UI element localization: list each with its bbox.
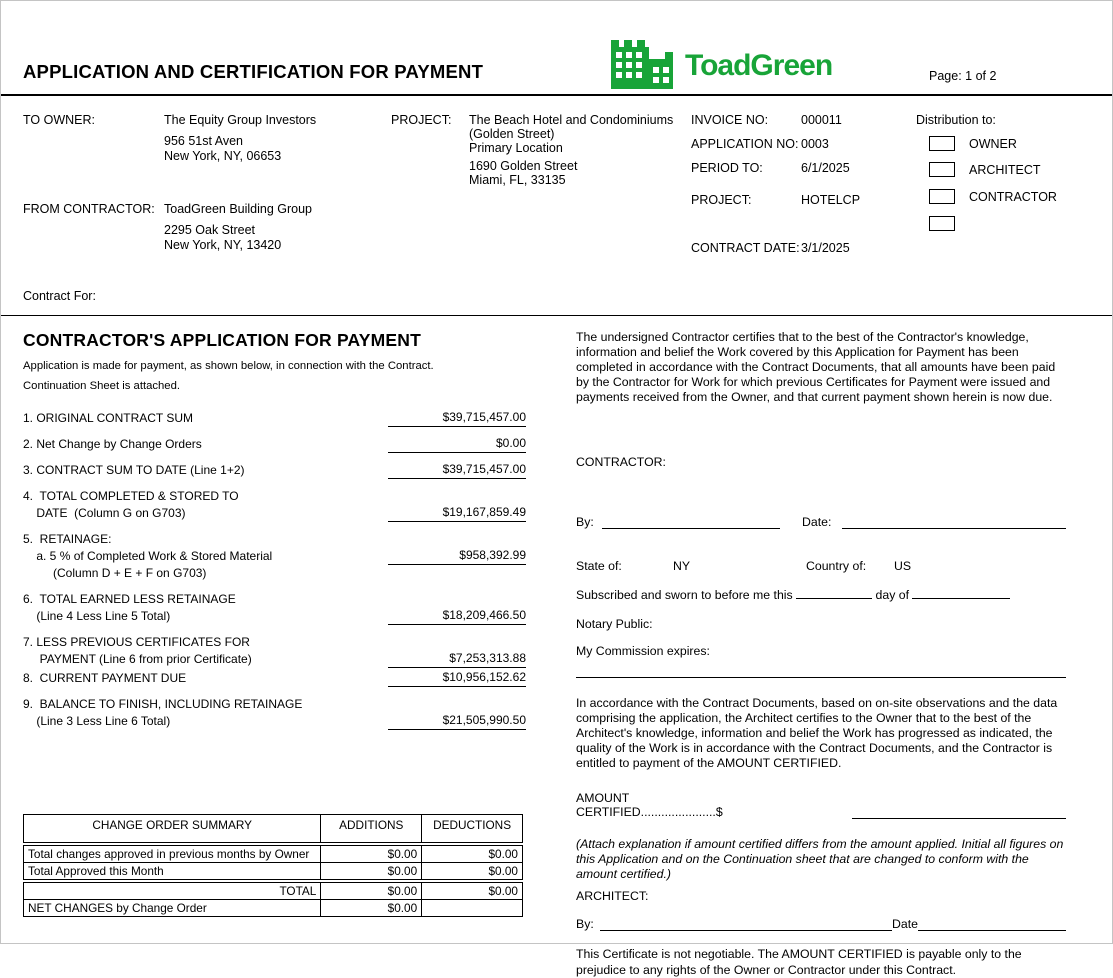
line-item-2 <box>23 436 526 453</box>
commission-expires-label: My Commission expires: <box>576 644 710 658</box>
contractor-by-date-row <box>576 515 1066 529</box>
line-item-8-label: 8. CURRENT PAYMENT DUE <box>23 671 187 685</box>
cos-row-2-deductions: $0.00 <box>422 863 523 880</box>
line-item-3-label: 3. CONTRACT SUM TO DATE (Line 1+2) <box>23 463 245 477</box>
not-negotiable-paragraph: This Certificate is not negotiable. The AMOUNT CERTIFIED is payable only to the prejudice to any rights of the Owner or Contractor under this Contract. <box>576 947 1022 977</box>
architect-date-signature-line <box>918 918 1066 931</box>
country-of-label: Country of: <box>806 559 867 573</box>
architect-by-date-row <box>576 917 1066 931</box>
line-item-8-amount: $10,956,152.62 <box>388 670 526 687</box>
cos-row-1-additions: $0.00 <box>321 846 422 863</box>
line-item-5-label-line1: 5. RETAINAGE: <box>23 532 112 546</box>
contractor-checkbox-label: CONTRACTOR <box>969 189 1057 204</box>
application-subtext-2: Continuation Sheet is attached. <box>23 380 181 392</box>
page-indicator: Page: 1 of 2 <box>929 69 997 83</box>
cos-row-2-label: Total Approved this Month <box>24 863 321 880</box>
architect-checkbox-label: ARCHITECT <box>969 162 1041 177</box>
distribution-option-contractor <box>929 189 1057 204</box>
country-value: US <box>894 559 912 573</box>
section-divider <box>576 677 1066 678</box>
contract-date-label: CONTRACT DATE: <box>691 241 800 255</box>
line-item-2-amount: $0.00 <box>388 436 526 453</box>
cos-header-additions: ADDITIONS <box>321 815 422 843</box>
state-country-row <box>576 559 1066 573</box>
project-address2: Miami, FL, 33135 <box>469 173 566 187</box>
line-item-1 <box>23 410 526 427</box>
invoice-no-label: INVOICE NO: <box>691 113 769 127</box>
by-signature-line <box>602 516 780 529</box>
owner-address1: 956 51st Aven <box>164 134 244 148</box>
owner-address2: New York, NY, 06653 <box>164 148 282 163</box>
line-item-7-label-line2: PAYMENT (Line 6 from prior Certificate) <box>23 652 252 666</box>
cos-row-previous-months <box>24 846 523 863</box>
contractor-address2: New York, NY, 13420 <box>164 237 282 252</box>
line-item-2-label: 2. Net Change by Change Orders <box>23 437 202 451</box>
amount-certified-row <box>576 791 1066 819</box>
line-item-9-amount: $21,505,990.50 <box>388 713 526 730</box>
line-item-3 <box>23 462 526 479</box>
owner-name: The Equity Group Investors <box>164 113 317 127</box>
line-item-9-label-line1: 9. BALANCE TO FINISH, INCLUDING RETAINAGE <box>23 697 303 711</box>
payment-line-items <box>23 410 526 730</box>
cos-total-label: TOTAL <box>24 883 321 900</box>
contractor-certification-paragraph: The undersigned Contractor certifies that to the best of the Contractor's knowledge, information and belief the Work covered by this Application for Payment has been completed in accordance with the Contract Documents, that all amounts have been paid by the Contractor for Work for which previous Certificates for Payment were issued and payments received from the Owner, and that current payment shown herein is now due. <box>576 330 1056 404</box>
by-label: By: <box>576 515 594 529</box>
cos-row-1-label: Total changes approved in previous months by Owner <box>24 846 321 863</box>
distribution-label: Distribution to: <box>916 113 996 127</box>
contractor-address1: 2295 Oak Street <box>164 223 256 237</box>
line-item-5-label-line2: a. 5 % of Completed Work & Stored Material <box>23 549 273 563</box>
line-item-6 <box>23 591 526 625</box>
line-item-1-amount: $39,715,457.00 <box>388 410 526 427</box>
date-label: Date: <box>802 515 832 529</box>
contractor-signature-label: CONTRACTOR: <box>576 455 666 469</box>
line-item-6-amount: $18,209,466.50 <box>388 608 526 625</box>
distribution-option-blank <box>929 216 969 231</box>
sworn-month-blank <box>912 586 1010 599</box>
contractor-checkbox[interactable] <box>929 189 955 204</box>
certification-column <box>576 316 1066 978</box>
period-to-label: PERIOD TO: <box>691 161 763 175</box>
architect-signature-label: ARCHITECT: <box>576 889 649 903</box>
distribution-option-owner <box>929 136 1017 151</box>
project-address-block <box>469 113 684 187</box>
amount-certified-label: AMOUNT CERTIFIED......................$ <box>576 791 723 819</box>
cos-row-net-changes <box>24 900 523 917</box>
owner-checkbox[interactable] <box>929 136 955 151</box>
parties-info-section <box>1 96 1112 316</box>
notary-public-label: Notary Public: <box>576 617 653 631</box>
document-header <box>1 1 1112 96</box>
project-name-line3: Primary Location <box>469 141 563 155</box>
sworn-text-1: Subscribed and sworn to before me this <box>576 588 793 602</box>
contract-for-label: Contract For: <box>23 289 96 303</box>
toadgreen-logo <box>609 37 832 94</box>
project-code-label: PROJECT: <box>691 193 752 207</box>
line-item-3-amount: $39,715,457.00 <box>388 462 526 479</box>
attach-explanation-note: (Attach explanation if amount certified differs from the amount applied. Initial all figures on this Application and on the Continuation sheet that are changed to conform with the amount certified.) <box>576 837 1064 881</box>
cos-header-summary: CHANGE ORDER SUMMARY <box>24 815 321 843</box>
line-item-4-amount: $19,167,859.49 <box>388 505 526 522</box>
state-value: NY <box>673 559 691 573</box>
cos-total-deductions: $0.00 <box>422 883 523 900</box>
cos-row-this-month <box>24 863 523 880</box>
project-address1: 1690 Golden Street <box>469 159 578 173</box>
architect-by-label: By: <box>576 917 594 931</box>
line-item-5-label-line3: (Column D + E + F on G703) <box>23 566 207 580</box>
line-item-1-label: 1. ORIGINAL CONTRACT SUM <box>23 411 194 425</box>
amount-certified-blank <box>852 806 1066 819</box>
line-item-8 <box>23 670 526 687</box>
application-subtext-1: Application is made for payment, as shown below, in connection with the Contract. <box>23 360 434 372</box>
contractor-name: ToadGreen Building Group <box>164 202 313 216</box>
state-of-label: State of: <box>576 559 622 573</box>
line-item-6-label-line1: 6. TOTAL EARNED LESS RETAINAGE <box>23 592 236 606</box>
owner-address-block <box>164 113 316 163</box>
project-code-value: HOTELCP <box>801 193 861 207</box>
cos-net-additions: $0.00 <box>321 900 422 917</box>
date-signature-line <box>842 516 1066 529</box>
application-column <box>23 316 526 978</box>
cos-net-label: NET CHANGES by Change Order <box>24 900 321 917</box>
project-label: PROJECT: <box>391 113 452 127</box>
architect-certification-paragraph: In accordance with the Contract Documents, based on on-site observations and the data comprising the application, the Architect certifies to the Owner that to the best of the Architect's knowledge, information and belief the Work has progressed as indicated, the quality of the Work is in accordance with the Contract Documents, and the Contractor is entitled to payment of the AMOUNT CERTIFIED. <box>576 696 1058 770</box>
sworn-text-2: day of <box>875 588 910 602</box>
distribution-option-architect <box>929 162 1041 177</box>
line-item-6-label-line2: (Line 4 Less Line 5 Total) <box>23 609 171 623</box>
sworn-statement-row <box>576 586 1066 602</box>
document-title: APPLICATION AND CERTIFICATION FOR PAYMENT <box>23 61 484 82</box>
from-contractor-label: FROM CONTRACTOR: <box>23 202 155 216</box>
contract-date-value: 3/1/2025 <box>801 241 850 255</box>
cos-header-deductions: DEDUCTIONS <box>422 815 523 843</box>
line-item-7-amount: $7,253,313.88 <box>388 651 526 668</box>
application-no-value: 0003 <box>801 137 829 151</box>
line-item-4-label-line1: 4. TOTAL COMPLETED & STORED TO <box>23 489 239 503</box>
architect-date-label: Date <box>892 917 918 931</box>
cos-row-total <box>24 883 523 900</box>
cos-row-1-deductions: $0.00 <box>422 846 523 863</box>
owner-checkbox-label: OWNER <box>969 136 1017 151</box>
line-item-5 <box>23 531 526 582</box>
project-name-line1: The Beach Hotel and Condominiums <box>469 113 674 127</box>
cos-total-additions: $0.00 <box>321 883 422 900</box>
cos-row-2-additions: $0.00 <box>321 863 422 880</box>
line-item-4-label-line2: DATE (Column G on G703) <box>23 506 186 520</box>
brand-name: ToadGreen <box>685 48 833 82</box>
contractor-address-block <box>164 202 312 252</box>
sworn-day-blank <box>796 586 872 599</box>
change-order-summary-table <box>23 814 523 917</box>
line-item-9 <box>23 696 526 730</box>
line-item-7 <box>23 634 526 668</box>
project-name-line2: (Golden Street) <box>469 127 555 141</box>
invoice-no-value: 000011 <box>801 113 842 127</box>
architect-checkbox[interactable] <box>929 162 955 177</box>
to-owner-label: TO OWNER: <box>23 113 95 127</box>
line-item-9-label-line2: (Line 3 Less Line 6 Total) <box>23 714 171 728</box>
line-item-4 <box>23 488 526 522</box>
blank-checkbox[interactable] <box>929 216 955 231</box>
period-to-value: 6/1/2025 <box>801 161 850 175</box>
building-logo-icon <box>609 37 675 94</box>
application-heading: CONTRACTOR'S APPLICATION FOR PAYMENT <box>23 330 421 350</box>
line-item-5-amount: $958,392.99 <box>388 548 526 565</box>
cos-net-deductions <box>422 900 523 917</box>
application-no-label: APPLICATION NO: <box>691 137 799 151</box>
architect-by-signature-line <box>600 918 892 931</box>
line-item-7-label-line1: 7. LESS PREVIOUS CERTIFICATES FOR <box>23 635 250 649</box>
